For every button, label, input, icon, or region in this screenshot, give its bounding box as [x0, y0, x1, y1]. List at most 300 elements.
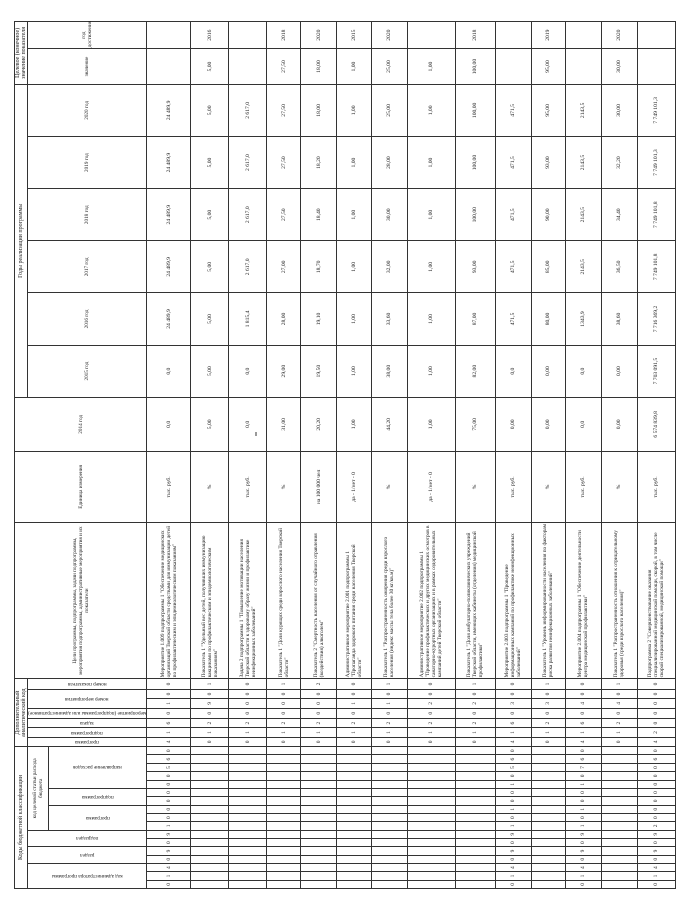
row-name: Подпрограмма 2 "Совершенствование оказания специализированной медицинской помощи, скорой, в том числе скорой специализированной, медицинской помощи" [637, 522, 675, 678]
year-value: 28,00 [371, 137, 407, 189]
code-cell: 9 [565, 847, 601, 855]
code-cell [601, 847, 637, 855]
code-cell: 1 [191, 679, 229, 689]
code-cell: 1 [565, 728, 601, 737]
code-cell [267, 805, 301, 813]
code-cell [407, 788, 455, 796]
code-cell [371, 772, 407, 780]
code-cell: 9 [495, 847, 531, 855]
code-cell: 0 [267, 699, 301, 708]
row-name: Показатель 1 "Удельный вес детей, получивших иммунизацию вакцинами по профилактическим и эпидемиологическим показаниям" [191, 522, 229, 678]
code-cell: 1 [601, 728, 637, 737]
code-cell [601, 797, 637, 805]
code-cell [301, 805, 337, 813]
year-value: 2143,5 [565, 137, 601, 189]
target-value: 27,50 [267, 49, 301, 84]
year-value: 7 749 101,8 [637, 241, 675, 293]
year-2015-header: 2015 год [28, 345, 147, 397]
year-value: 30,00 [601, 84, 637, 136]
code-cell [601, 822, 637, 830]
code-cell: 9 [565, 830, 601, 838]
table-row [531, 22, 565, 889]
code-cell: 0 [495, 797, 531, 805]
code-cell [455, 863, 495, 871]
target-year: 2016 [191, 22, 229, 49]
year-value: 93,00 [455, 241, 495, 293]
row-name: Мероприятие 2.003 подпрограммы 1 "Проведение информационных кампаний по профилактике неинфекционных заболеваний" [495, 522, 531, 678]
target-value-header: значение [28, 49, 147, 84]
code-cell [191, 763, 229, 771]
code-cell [455, 813, 495, 821]
code-cell [229, 822, 267, 830]
code-cell: 1 [531, 679, 565, 689]
code-cell [191, 872, 229, 880]
code-cell: 2 [191, 718, 229, 727]
code-cell: 0 [637, 689, 675, 698]
code-cell: 0 [565, 880, 601, 888]
code-cell: 0 [301, 689, 337, 698]
year-value: 2143,5 [565, 189, 601, 241]
code-cell: 0 [495, 747, 531, 755]
code-cell: 0 [267, 708, 301, 718]
code-cell [371, 863, 407, 871]
code-cell [407, 755, 455, 763]
row-unit: тыс. руб. [495, 451, 531, 522]
code-cell: 6 [565, 718, 601, 727]
code-cell: 0 [495, 813, 531, 821]
table-row [191, 22, 229, 889]
code-cell: 5 [495, 763, 531, 771]
code-cell [301, 755, 337, 763]
code-cell [337, 822, 371, 830]
year-value: 7 749 101,8 [637, 189, 675, 241]
year-value: 0,00 [495, 397, 531, 451]
code-cell: 2 [229, 718, 267, 727]
code-cell: 4 [495, 863, 531, 871]
row-name: Показатель 1 "Доля курящих среди взрослого населения Тверской области" [267, 522, 301, 678]
year-value: 18,70 [301, 241, 337, 293]
target-value: 1,00 [407, 49, 455, 84]
code-cell [267, 772, 301, 780]
code-cell: 0 [495, 788, 531, 796]
code-cell [229, 830, 267, 838]
table-row [371, 22, 407, 889]
year-value: 0,0 [565, 397, 601, 451]
code-cell: 6 [147, 755, 191, 763]
code-cell [455, 880, 495, 888]
code-cell [407, 863, 455, 871]
code-cell [455, 772, 495, 780]
year-value: 0,0 [229, 345, 267, 397]
code-cell: 1 [147, 872, 191, 880]
code-cell [229, 797, 267, 805]
code-cell [531, 847, 565, 855]
code-cell [229, 863, 267, 871]
row-name: Административное мероприятие 2.002 подпрограммы 1 "Проведение профилактических и других медицинских осмотров в санаторно-курортных организациях и в рамках оздоровительных кампаний детей Тверской области" [407, 522, 455, 678]
code-cell: 0 [565, 689, 601, 698]
target-year-header: год достижения [28, 22, 147, 49]
code-cell [371, 755, 407, 763]
year-value: 27,50 [267, 84, 301, 136]
code-cell: 4 [637, 737, 675, 746]
row-unit: тыс. руб. [229, 451, 267, 522]
code-cell: 0 [565, 855, 601, 863]
year-2018-header: 2018 год [28, 189, 147, 241]
year-value: 24 489,9 [147, 137, 191, 189]
subprogram-header: подпрограмма [48, 788, 147, 805]
code-cell: 9 [147, 830, 191, 838]
year-value: 18,40 [301, 189, 337, 241]
code-cell [371, 830, 407, 838]
code-cell: 0 [601, 708, 637, 718]
target-year [637, 22, 675, 49]
code-cell [531, 805, 565, 813]
code-cell: 3 [531, 699, 565, 708]
event-header: мероприятие (подпрограммы или административное) [28, 708, 147, 718]
year-value: 80,00 [531, 293, 565, 345]
year-value: 34,40 [601, 189, 637, 241]
code-cell: 2 [371, 718, 407, 727]
row-name: Мероприятие 2.004 подпрограммы 1 "Обеспечение деятельности центра медицинской профилактики" [565, 522, 601, 678]
code-cell [229, 763, 267, 771]
code-cell [455, 872, 495, 880]
year-value: 1,00 [407, 189, 455, 241]
code-cell [455, 780, 495, 788]
code-cell [301, 863, 337, 871]
code-cell: 2 [601, 718, 637, 727]
code-cell: 1 [637, 872, 675, 880]
code-cell [337, 847, 371, 855]
code-cell [229, 847, 267, 855]
row-unit: % [455, 451, 495, 522]
code-cell [229, 805, 267, 813]
code-cell [301, 838, 337, 846]
code-cell [267, 763, 301, 771]
year-value: 471,5 [495, 137, 531, 189]
code-cell [191, 855, 229, 863]
year-value: 87,00 [455, 293, 495, 345]
code-cell [407, 830, 455, 838]
code-cell [531, 813, 565, 821]
code-cell: 0 [455, 689, 495, 698]
code-cell [337, 813, 371, 821]
code-cell: 0 [637, 855, 675, 863]
code-cell: 0 [147, 679, 191, 689]
code-cell [191, 797, 229, 805]
year-value: 5,00 [191, 189, 229, 241]
code-cell: 6 [637, 755, 675, 763]
code-cell: 0 [531, 708, 565, 718]
code-cell [531, 830, 565, 838]
row-name: Показатель 2 "Смертность населения от случайного отравления (воздействия) алкоголем" [301, 522, 337, 678]
year-value: 0,0 [495, 345, 531, 397]
target-value [637, 49, 675, 84]
year-value: 36,50 [601, 241, 637, 293]
code-cell [407, 872, 455, 880]
year-value: 31,00 [267, 397, 301, 451]
code-cell [601, 830, 637, 838]
code-cell: 0 [495, 772, 531, 780]
code-cell [455, 847, 495, 855]
code-cell [229, 747, 267, 755]
code-cell [229, 788, 267, 796]
code-cell [371, 797, 407, 805]
code-cell [267, 880, 301, 888]
year-2016-header: 2016 год [28, 293, 147, 345]
code-cell: 0 [637, 763, 675, 771]
code-cell [229, 872, 267, 880]
code-cell [301, 880, 337, 888]
code-cell: 0 [637, 880, 675, 888]
code-cell: 0 [191, 708, 229, 718]
code-cell: 0 [637, 813, 675, 821]
code-cell: 0 [565, 813, 601, 821]
code-cell [267, 872, 301, 880]
name-header: Цели программы, подпрограммы, задачи подпрограммы, мероприятия подпрограммы, административные мероприятия и их показатели [15, 522, 147, 678]
code-cell [267, 788, 301, 796]
code-cell: 0 [407, 679, 455, 689]
code-cell: 0 [267, 737, 301, 746]
code-cell: 0 [601, 737, 637, 746]
code-cell [267, 813, 301, 821]
code-cell [455, 755, 495, 763]
code-cell [455, 763, 495, 771]
table-body [147, 22, 676, 889]
code-cell [601, 855, 637, 863]
year-value: 471,5 [495, 293, 531, 345]
target-value: 25,00 [371, 49, 407, 84]
code-cell [407, 822, 455, 830]
code-cell: 4 [637, 863, 675, 871]
row-unit: тыс. руб. [147, 451, 191, 522]
code-cell: 0 [147, 880, 191, 888]
code-cell [191, 772, 229, 780]
table-row [601, 22, 637, 889]
year-value: 1 815,4 [229, 293, 267, 345]
code-cell: 1 [147, 822, 191, 830]
code-cell [301, 747, 337, 755]
code-cell [455, 822, 495, 830]
year-value: 1,00 [407, 293, 455, 345]
year-value: 1,00 [337, 345, 371, 397]
code-cell [601, 863, 637, 871]
indicator-no-header: номер показателя [28, 679, 147, 689]
row-name: Задача 2 подпрограммы 1 "Повышение мотивации населения Тверской области к здоровому образу жизни и профилактике неинфекционных заболеваний" [229, 522, 267, 678]
code-cell: 1 [565, 780, 601, 788]
row-name: Показатель 1 "Уровень информированности населения по факторам риска развития неинфекционных заболеваний" [531, 522, 565, 678]
row-unit: да - 1/нет - 0 [337, 451, 371, 522]
code-cell: 2 [531, 718, 565, 727]
target-value [495, 49, 531, 84]
code-cell [601, 805, 637, 813]
code-cell: 0 [147, 780, 191, 788]
year-value: 0,00 [531, 397, 565, 451]
code-cell [531, 880, 565, 888]
code-cell: 1 [337, 699, 371, 708]
code-cell [191, 880, 229, 888]
code-cell: 1 [455, 728, 495, 737]
code-cell [267, 847, 301, 855]
row-unit: да - 1/нет - 0 [407, 451, 455, 522]
code-cell [229, 855, 267, 863]
year-value: 38,00 [371, 345, 407, 397]
code-cell [191, 813, 229, 821]
code-cell [371, 822, 407, 830]
row-unit: % [267, 451, 301, 522]
year-value: 82,00 [455, 345, 495, 397]
code-cell: 0 [147, 805, 191, 813]
code-cell: 0 [407, 689, 455, 698]
year-value: 6 574 839,8 [637, 397, 675, 451]
code-cell: 1 [267, 679, 301, 689]
table-row [229, 22, 267, 889]
code-cell: 0 [495, 679, 531, 689]
code-cell [455, 830, 495, 838]
target-year: 2020 [301, 22, 337, 49]
target-year: 2018 [455, 22, 495, 49]
budget-codes-header: Коды бюджетной классификации [15, 747, 28, 889]
code-cell [301, 855, 337, 863]
year-value: 32,20 [601, 137, 637, 189]
code-cell: 0 [495, 708, 531, 718]
code-cell [371, 805, 407, 813]
target-header: Целевое (конечное) значение показателя [15, 22, 28, 85]
code-cell [301, 813, 337, 821]
code-cell: 9 [191, 699, 229, 708]
code-cell: 0 [147, 689, 191, 698]
code-cell [337, 838, 371, 846]
code-cell: 0 [455, 737, 495, 746]
year-value: 44,20 [371, 397, 407, 451]
table-row [565, 22, 601, 889]
code-cell: 1 [565, 822, 601, 830]
code-cell: 1 [371, 699, 407, 708]
code-cell [337, 872, 371, 880]
year-value: 25,00 [371, 84, 407, 136]
year-value: 18,20 [301, 137, 337, 189]
year-value: 20,20 [301, 397, 337, 451]
year-value: 7 749 101,3 [637, 137, 675, 189]
task-header: задача [28, 718, 147, 727]
code-cell: 0 [495, 838, 531, 846]
code-cell [337, 797, 371, 805]
rotated-table-sheet [14, 20, 666, 889]
code-cell: 0 [495, 880, 531, 888]
code-cell: 0 [565, 838, 601, 846]
year-value: 2143,5 [565, 84, 601, 136]
code-cell: 0 [565, 708, 601, 718]
code-cell [267, 863, 301, 871]
year-2014-header: 2014 год [15, 397, 147, 451]
code-cell: 2 [455, 718, 495, 727]
target-value [565, 49, 601, 84]
code-cell [371, 788, 407, 796]
target-value: 1,00 [337, 49, 371, 84]
code-cell: 2 [407, 699, 455, 708]
code-cell [531, 772, 565, 780]
code-cell [267, 780, 301, 788]
code-cell [191, 863, 229, 871]
code-cell: 0 [147, 772, 191, 780]
code-cell [229, 880, 267, 888]
code-cell [531, 788, 565, 796]
code-cell [601, 872, 637, 880]
code-cell: 2 [637, 728, 675, 737]
year-value: 27,50 [267, 189, 301, 241]
code-cell [371, 813, 407, 821]
code-cell [371, 747, 407, 755]
code-cell [531, 755, 565, 763]
code-cell [301, 772, 337, 780]
year-value: 1,00 [337, 84, 371, 136]
code-cell: 0 [337, 679, 371, 689]
code-cell: 2 [337, 718, 371, 727]
code-cell: 4 [565, 863, 601, 871]
year-value: 5,00 [191, 397, 229, 451]
code-cell [601, 747, 637, 755]
code-cell: 0 [637, 780, 675, 788]
year-2020-header: 2020 год [28, 84, 147, 136]
year-value: 0,0 [147, 345, 191, 397]
code-cell: 7 [565, 763, 601, 771]
target-value [147, 49, 191, 84]
code-cell: 1 [191, 728, 229, 737]
code-cell [407, 847, 455, 855]
code-cell: 1 [267, 728, 301, 737]
code-cell: 5 [147, 763, 191, 771]
code-cell [301, 797, 337, 805]
year-2017-header: 2017 год [28, 241, 147, 293]
target-value: 95,00 [531, 49, 565, 84]
code-cell: 1 [495, 780, 531, 788]
code-cell: 1 [495, 872, 531, 880]
row-unit: % [371, 451, 407, 522]
code-cell [337, 747, 371, 755]
year-value: 38,60 [601, 293, 637, 345]
year-value: 24 489,9 [147, 241, 191, 293]
code-cell: 1 [371, 728, 407, 737]
code-cell: 0 [637, 838, 675, 846]
code-cell [407, 838, 455, 846]
code-cell: 0 [565, 747, 601, 755]
code-cell: 1 [495, 728, 531, 737]
year-value: 93,00 [531, 137, 565, 189]
code-cell: 0 [637, 679, 675, 689]
year-value: 1343,9 [565, 293, 601, 345]
year-value: 24 489,9 [147, 84, 191, 136]
code-cell [191, 755, 229, 763]
year-value: 0,00 [531, 345, 565, 397]
year-value: 5,00 [191, 84, 229, 136]
code-cell [601, 772, 637, 780]
code-cell [337, 805, 371, 813]
code-cell [191, 822, 229, 830]
code-cell [531, 822, 565, 830]
year-value: 19,10 [301, 293, 337, 345]
code-cell: 2 [267, 718, 301, 727]
code-cell: 1 [337, 728, 371, 737]
code-cell [337, 755, 371, 763]
code-cell [191, 830, 229, 838]
year-value: 5,00 [191, 137, 229, 189]
code-cell: 2 [455, 699, 495, 708]
code-cell: 0 [495, 689, 531, 698]
year-value: 90,00 [531, 189, 565, 241]
table-row [495, 22, 531, 889]
code-cell: 0 [337, 708, 371, 718]
target-value [229, 49, 267, 84]
code-cell: 1 [301, 728, 337, 737]
